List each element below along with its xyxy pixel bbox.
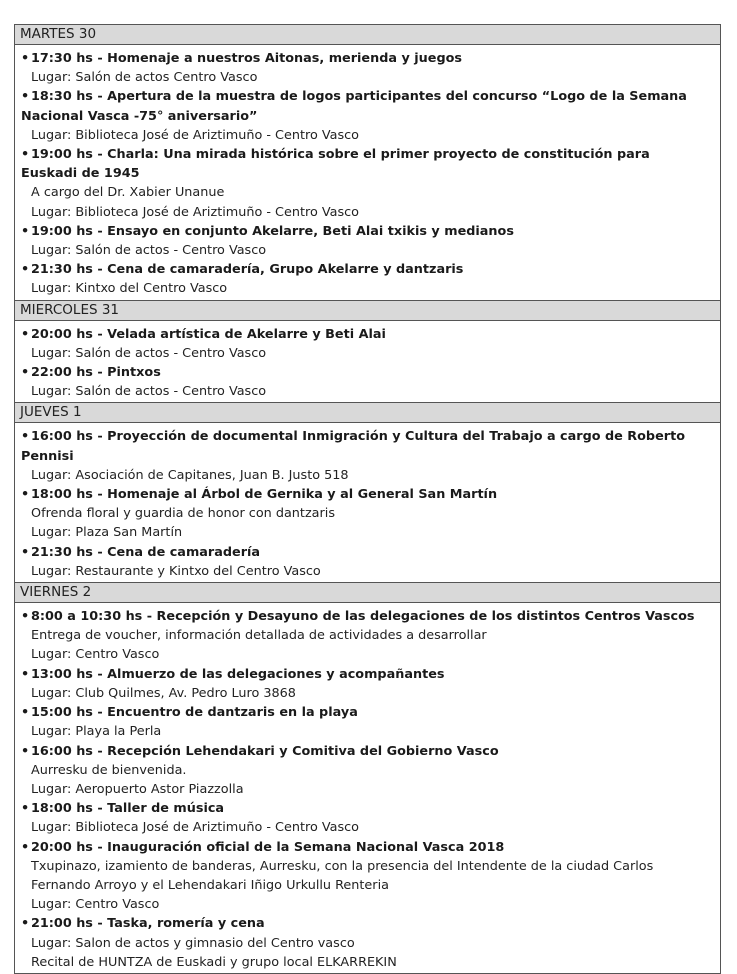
event-location: Lugar: Salon de actos y gimnasio del Centro vasco — [31, 935, 355, 951]
event-title: Velada artística de Akelarre y Beti Alai — [107, 326, 386, 342]
event-time: 21:00 hs — [31, 916, 93, 932]
event-heading — [15, 145, 720, 183]
event-title: Proyección de documental Inmigración y Cultura del Trabajo a cargo de Roberto Pennisi — [21, 429, 685, 464]
event-separator: - — [92, 262, 108, 278]
event-separator: - — [92, 147, 108, 163]
event-time: 18:30 hs — [31, 89, 93, 105]
event-detail: Aurresku de bienvenida. — [31, 762, 187, 778]
event-location: Lugar: Asociación de Capitanes, Juan B. Justo 518 — [31, 467, 349, 483]
bullet-icon: • — [21, 705, 30, 721]
event-location: Lugar: Plaza San Martín — [31, 525, 183, 541]
event-separator: - — [92, 916, 108, 932]
event-item — [15, 703, 720, 741]
event-location: Lugar: Centro Vasco — [31, 897, 160, 913]
event-time: 20:00 hs — [31, 839, 93, 855]
schedule-table — [14, 24, 721, 974]
event-heading — [15, 485, 720, 504]
event-time: 8:00 a 10:30 hs — [31, 609, 143, 625]
day-section — [15, 583, 720, 973]
event-item — [15, 543, 720, 581]
bullet-icon: • — [21, 801, 30, 817]
event-item — [15, 485, 720, 543]
day-section — [15, 301, 720, 404]
event-location: Lugar: Salón de actos - Centro Vasco — [31, 243, 267, 259]
bullet-icon: • — [21, 147, 30, 163]
bullet-icon: • — [21, 743, 30, 759]
bullet-icon: • — [21, 487, 30, 503]
event-time: 19:00 hs — [31, 147, 93, 163]
event-location: Lugar: Aeropuerto Astor Piazzolla — [31, 781, 244, 797]
event-heading — [15, 742, 720, 761]
event-separator: - — [92, 544, 108, 560]
event-separator: - — [92, 487, 108, 503]
event-heading — [15, 703, 720, 722]
event-heading — [15, 799, 720, 818]
event-detail: Txupinazo, izamiento de banderas, Aurresku, con la presencia del Intendente de la ciudad Carlos Fernando Arroyo y el Lehendakari Iñigo Urkullu Renteria — [31, 858, 654, 893]
bullet-icon: • — [21, 609, 30, 625]
event-title: Almuerzo de las delegaciones y acompañantes — [107, 666, 445, 682]
event-title: Taska, romería y cena — [107, 916, 265, 932]
bullet-icon: • — [21, 839, 30, 855]
event-location: Lugar: Salón de actos - Centro Vasco — [31, 345, 267, 361]
event-heading — [15, 427, 720, 465]
event-heading — [15, 325, 720, 344]
bullet-icon: • — [21, 262, 30, 278]
event-location: Lugar: Biblioteca José de Ariztimuño - Centro Vasco — [31, 127, 359, 143]
event-item — [15, 838, 720, 915]
bullet-icon: • — [21, 365, 30, 381]
event-item — [15, 914, 720, 972]
day-events — [15, 603, 720, 973]
event-title: Cena de camaradería, Grupo Akelarre y dantzaris — [107, 262, 464, 278]
event-time: 16:00 hs — [31, 429, 93, 445]
bullet-icon: • — [21, 51, 30, 66]
bullet-icon: • — [21, 223, 30, 239]
event-heading — [15, 665, 720, 684]
event-location: Lugar: Biblioteca José de Ariztimuño - Centro Vasco — [31, 204, 359, 220]
event-time: 21:30 hs — [31, 544, 93, 560]
event-item — [15, 742, 720, 800]
event-item — [15, 260, 720, 298]
day-section — [15, 403, 720, 583]
event-heading — [15, 543, 720, 562]
event-title: Inauguración oficial de la Semana Nacional Vasca 2018 — [107, 839, 505, 855]
day-events — [15, 321, 720, 404]
event-time: 19:00 hs — [31, 223, 93, 239]
event-location: Lugar: Club Quilmes, Av. Pedro Luro 3868 — [31, 685, 296, 701]
event-time: 18:00 hs — [31, 801, 93, 817]
event-item — [15, 87, 720, 145]
event-separator: - — [92, 801, 108, 817]
event-time: 15:00 hs — [31, 705, 93, 721]
event-location: Lugar: Playa la Perla — [31, 724, 162, 740]
event-heading — [15, 222, 720, 241]
bullet-icon: • — [21, 326, 30, 342]
event-detail: Recital de HUNTZA de Euskadi y grupo local ELKARREKIN — [31, 954, 397, 970]
event-item — [15, 49, 720, 87]
event-time: 21:30 hs — [31, 262, 93, 278]
event-separator: - — [92, 223, 108, 239]
event-item — [15, 799, 720, 837]
event-item — [15, 325, 720, 363]
event-title: Taller de música — [107, 801, 225, 817]
event-location: Lugar: Salón de actos - Centro Vasco — [31, 384, 267, 400]
event-time: 22:00 hs — [31, 365, 93, 381]
event-title: Recepción Lehendakari y Comitiva del Gobierno Vasco — [107, 743, 499, 759]
event-title: Homenaje a nuestros Aitonas, merienda y juegos — [107, 51, 463, 66]
bullet-icon: • — [21, 544, 30, 560]
event-separator: - — [92, 743, 108, 759]
event-heading — [15, 363, 720, 382]
event-detail: Ofrenda floral y guardia de honor con dantzaris — [31, 506, 335, 522]
event-separator: - — [92, 365, 108, 381]
day-section — [15, 25, 720, 301]
event-heading — [15, 49, 720, 68]
event-heading — [15, 607, 720, 626]
event-heading — [15, 838, 720, 857]
event-item — [15, 607, 720, 665]
event-item — [15, 145, 720, 222]
event-separator: - — [92, 429, 108, 445]
event-location: Lugar: Centro Vasco — [31, 647, 160, 663]
event-heading — [15, 914, 720, 933]
day-header: JUEVES 1 — [15, 403, 720, 423]
event-separator: - — [92, 666, 108, 682]
event-title: Encuentro de dantzaris en la playa — [107, 705, 358, 721]
bullet-icon: • — [21, 666, 30, 682]
event-item — [15, 665, 720, 703]
day-events — [15, 423, 720, 583]
event-location: Lugar: Restaurante y Kintxo del Centro Vasco — [31, 563, 321, 579]
event-detail: Entrega de voucher, información detallada de actividades a desarrollar — [31, 628, 487, 644]
day-header: VIERNES 2 — [15, 583, 720, 603]
event-title: Apertura de la muestra de logos participantes del concurso “Logo de la Semana Nacional Vasca -75° aniversario” — [21, 89, 687, 124]
day-header: MARTES 30 — [15, 25, 720, 45]
event-location: Lugar: Salón de actos Centro Vasco — [31, 70, 258, 86]
event-item — [15, 427, 720, 485]
event-title: Ensayo en conjunto Akelarre, Beti Alai txikis y medianos — [107, 223, 514, 239]
event-separator: - — [92, 705, 108, 721]
event-time: 18:00 hs — [31, 487, 93, 503]
event-title: Homenaje al Árbol de Gernika y al General San Martín — [107, 487, 498, 503]
event-title: Charla: Una mirada histórica sobre el primer proyecto de constitución para Euskadi de 1945 — [21, 147, 650, 182]
event-detail: A cargo del Dr. Xabier Unanue — [31, 185, 225, 201]
event-title: Cena de camaradería — [107, 544, 261, 560]
event-time: 20:00 hs — [31, 326, 93, 342]
bullet-icon: • — [21, 429, 30, 445]
event-separator: - — [92, 51, 108, 66]
event-separator: - — [92, 839, 108, 855]
event-title: Pintxos — [107, 365, 161, 381]
event-location: Lugar: Kintxo del Centro Vasco — [31, 281, 228, 297]
event-time: 13:00 hs — [31, 666, 93, 682]
event-title: Recepción y Desayuno de las delegaciones de los distintos Centros Vascos — [156, 609, 695, 625]
event-item — [15, 363, 720, 401]
bullet-icon: • — [21, 916, 30, 932]
day-events — [15, 45, 720, 301]
event-time: 17:30 hs — [31, 51, 93, 66]
day-header: MIERCOLES 31 — [15, 301, 720, 321]
event-item — [15, 222, 720, 260]
event-heading — [15, 260, 720, 279]
event-time: 16:00 hs — [31, 743, 93, 759]
bullet-icon: • — [21, 89, 30, 105]
event-separator: - — [92, 89, 108, 105]
event-heading — [15, 87, 720, 125]
event-separator: - — [92, 326, 108, 342]
event-location: Lugar: Biblioteca José de Ariztimuño - Centro Vasco — [31, 820, 359, 836]
event-separator: - — [142, 609, 157, 625]
